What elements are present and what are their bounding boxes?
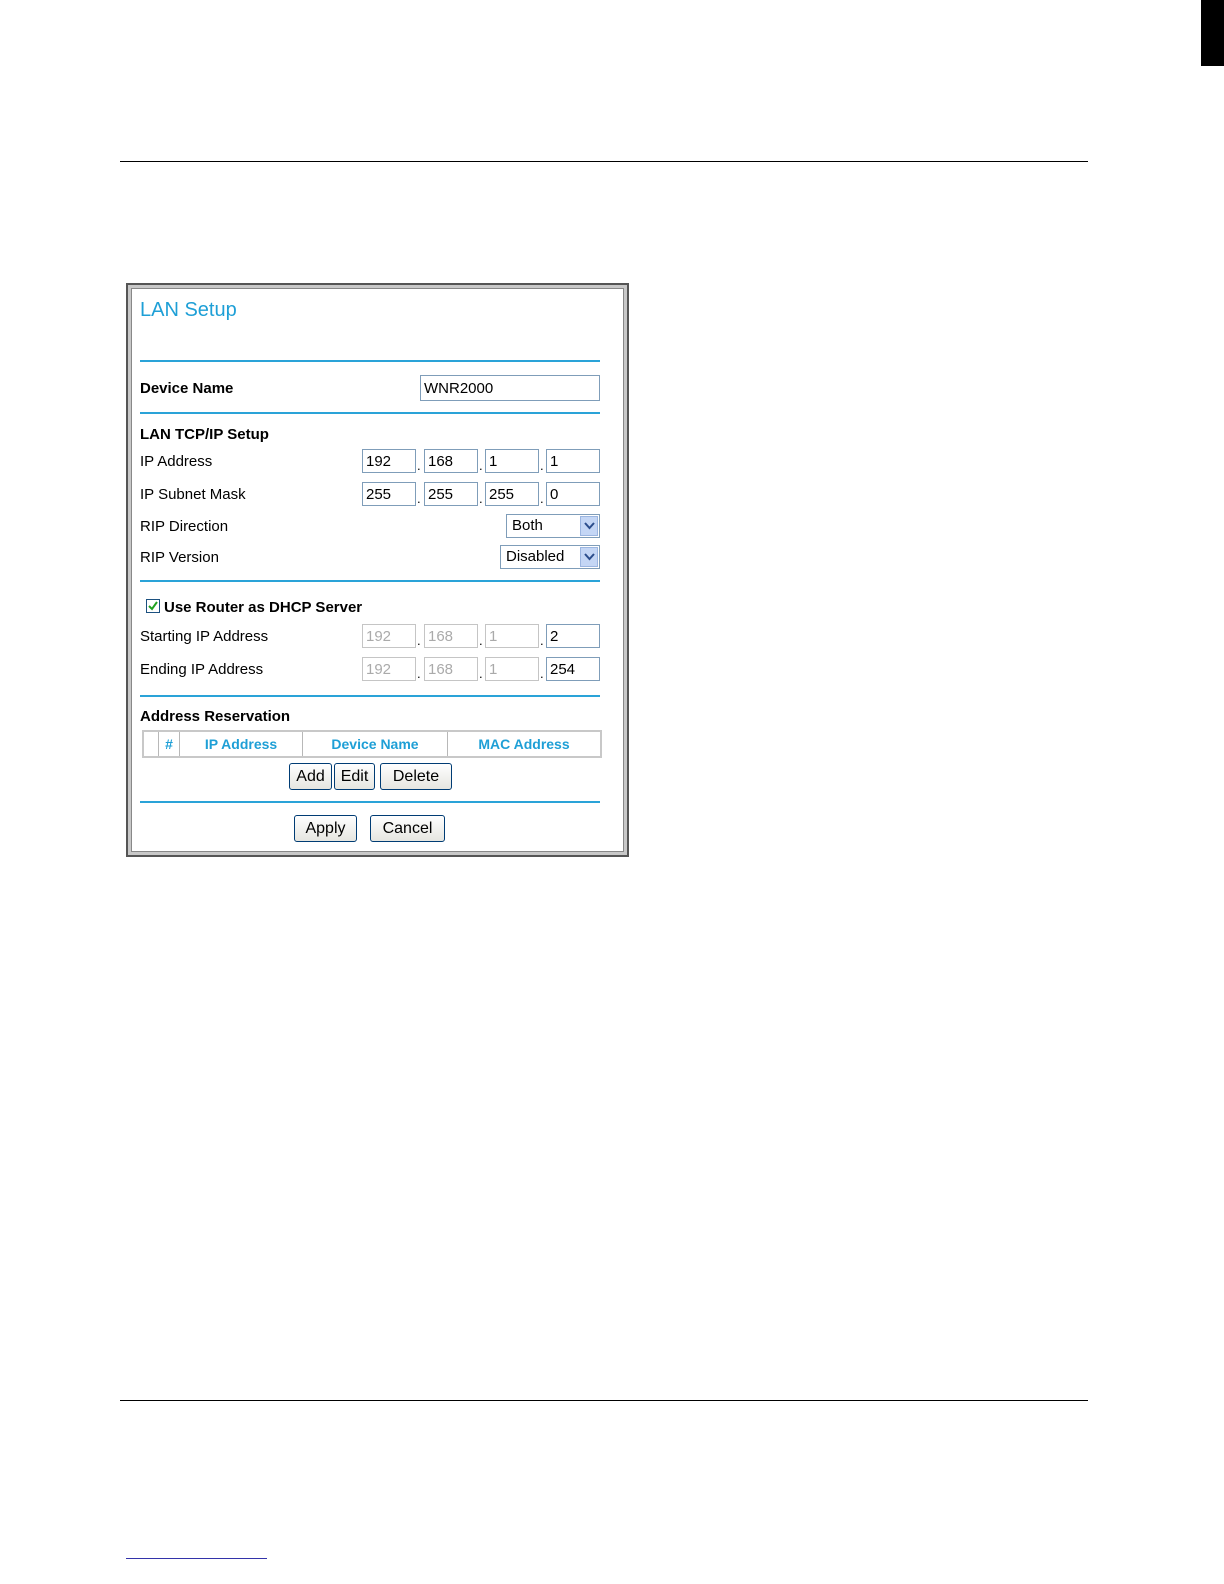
ip-address-label: IP Address [140, 453, 213, 470]
chevron-down-icon[interactable] [580, 516, 598, 536]
octet-separator: . [479, 458, 483, 473]
checkmark-icon [148, 601, 158, 611]
subnet-mask-octet-1[interactable] [362, 482, 416, 506]
reservation-heading: Address Reservation [140, 708, 291, 725]
cancel-button[interactable]: Cancel [370, 815, 445, 842]
ending-ip-octet-2 [424, 657, 478, 681]
rip-version-select[interactable] [500, 545, 600, 569]
ending-ip-octet-1 [362, 657, 416, 681]
device-name-input[interactable] [420, 375, 600, 401]
divider [140, 360, 600, 362]
device-name-label: Device Name [140, 380, 234, 397]
rip-version-label: RIP Version [140, 549, 219, 566]
rip-direction-label: RIP Direction [140, 518, 229, 535]
add-button[interactable]: Add [289, 763, 332, 790]
subnet-mask-label: IP Subnet Mask [140, 486, 246, 503]
column-header-device-name: Device Name [303, 731, 448, 757]
ending-ip-label: Ending IP Address [140, 661, 264, 678]
column-header-select [143, 731, 159, 757]
dhcp-server-label: Use Router as DHCP Server [164, 599, 363, 616]
octet-separator: . [540, 458, 544, 473]
starting-ip-label: Starting IP Address [140, 628, 269, 645]
subnet-mask-octet-2[interactable] [424, 482, 478, 506]
footer-link-underline [126, 1558, 267, 1559]
starting-ip-octet-2 [424, 624, 478, 648]
chevron-down-icon[interactable] [580, 547, 598, 567]
ending-ip-octet-4[interactable] [546, 657, 600, 681]
delete-button[interactable]: Delete [380, 763, 452, 790]
panel-title: LAN Setup [140, 299, 237, 321]
ip-address-octet-1[interactable] [362, 449, 416, 473]
ip-address-octet-2[interactable] [424, 449, 478, 473]
edit-button[interactable]: Edit [334, 763, 375, 790]
octet-separator: . [417, 458, 421, 473]
footer-rule [120, 1400, 1088, 1401]
octet-separator: . [540, 491, 544, 506]
apply-button[interactable]: Apply [294, 815, 357, 842]
subnet-mask-octet-3[interactable] [485, 482, 539, 506]
table-header-row [143, 731, 601, 757]
octet-separator: . [479, 633, 483, 648]
starting-ip-octet-3 [485, 624, 539, 648]
rip-direction-value: Both [512, 517, 543, 534]
column-header-ip-address: IP Address [180, 731, 303, 757]
rip-direction-select[interactable] [506, 514, 600, 538]
tcpip-heading: LAN TCP/IP Setup [140, 426, 269, 443]
divider [140, 580, 600, 582]
ip-address-octet-4[interactable] [546, 449, 600, 473]
divider [140, 695, 600, 697]
divider [140, 801, 600, 803]
octet-separator: . [540, 633, 544, 648]
octet-separator: . [479, 491, 483, 506]
octet-separator: . [479, 666, 483, 681]
octet-separator: . [417, 491, 421, 506]
ip-address-octet-3[interactable] [485, 449, 539, 473]
ending-ip-octet-3 [485, 657, 539, 681]
subnet-mask-octet-4[interactable] [546, 482, 600, 506]
column-header-mac-address: MAC Address [448, 731, 602, 757]
column-header-number: # [159, 731, 180, 757]
lan-setup-panel [126, 283, 629, 857]
starting-ip-octet-1 [362, 624, 416, 648]
divider [140, 412, 600, 414]
octet-separator: . [417, 666, 421, 681]
header-rule [120, 161, 1088, 162]
rip-version-value: Disabled [506, 548, 565, 565]
octet-separator: . [540, 666, 544, 681]
page-edge-bar [1201, 0, 1224, 66]
octet-separator: . [417, 633, 421, 648]
starting-ip-octet-4[interactable] [546, 624, 600, 648]
dhcp-server-checkbox[interactable] [146, 599, 160, 613]
reservation-table [142, 730, 602, 758]
